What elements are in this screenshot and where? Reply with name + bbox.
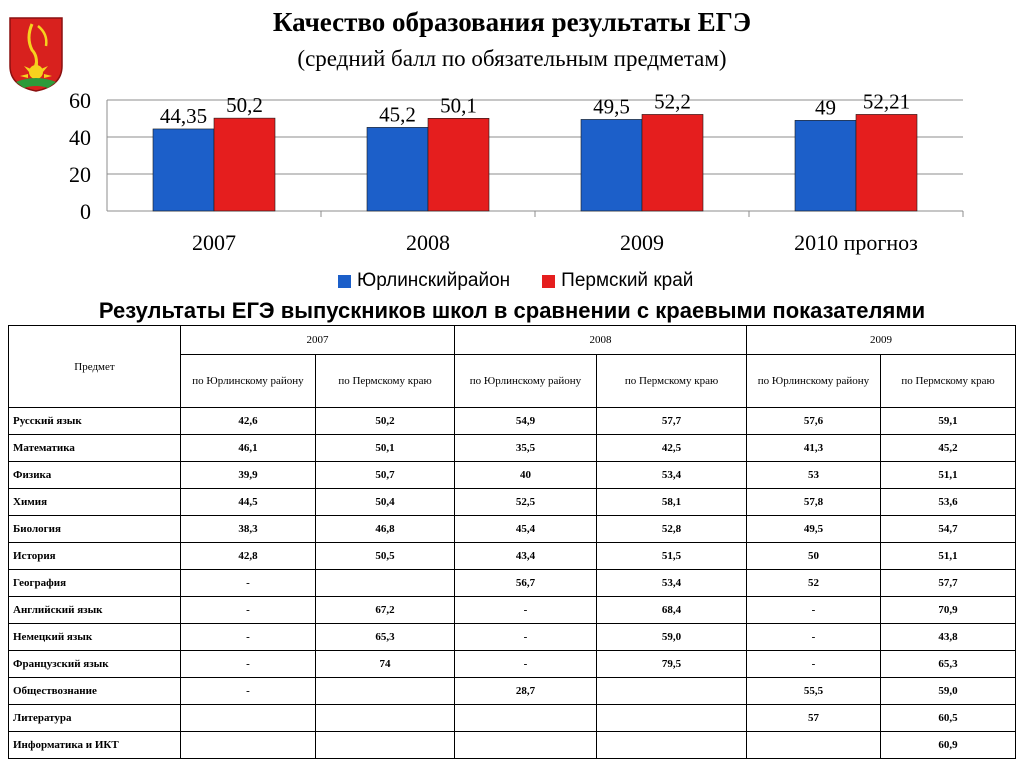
bar-perm — [428, 118, 489, 211]
y-tick-label: 20 — [69, 162, 91, 187]
bar-perm — [214, 118, 275, 211]
data-label: 50,2 — [226, 93, 263, 118]
data-label: 50,1 — [440, 93, 477, 118]
table-row — [9, 435, 1016, 462]
score-cell: 49,5 — [747, 516, 881, 543]
score-cell: 46,8 — [316, 516, 455, 543]
score-cell: 42,6 — [181, 408, 316, 435]
score-cell: - — [181, 678, 316, 705]
legend-label-yurla: Юрлинскийрайон — [357, 270, 511, 291]
score-cell — [747, 732, 881, 759]
subject-cell: Биология — [9, 516, 181, 543]
data-label: 49,5 — [593, 94, 630, 119]
subheader-region: по Пермскому краю — [316, 355, 455, 408]
table-row — [9, 543, 1016, 570]
bar-yurla — [795, 120, 856, 211]
x-category-label: 2007 — [192, 230, 236, 255]
score-cell: 46,1 — [181, 435, 316, 462]
legend-swatch-blue — [338, 275, 351, 288]
score-cell: 57 — [747, 705, 881, 732]
table-row — [9, 597, 1016, 624]
score-cell: 50 — [747, 543, 881, 570]
score-cell: 59,0 — [881, 678, 1016, 705]
y-tick-label: 40 — [69, 125, 91, 150]
bar-yurla — [581, 119, 642, 211]
legend-item-yurla — [338, 270, 510, 292]
score-cell — [181, 705, 316, 732]
table-row — [9, 678, 1016, 705]
data-label: 52,21 — [862, 89, 911, 114]
subheader-district: по Юрлинскому району — [455, 355, 597, 408]
score-cell — [316, 570, 455, 597]
score-cell: 68,4 — [597, 597, 747, 624]
score-cell: - — [747, 651, 881, 678]
data-label: 49 — [815, 95, 836, 120]
subject-cell: Химия — [9, 489, 181, 516]
score-cell: - — [455, 597, 597, 624]
score-cell: 50,4 — [316, 489, 455, 516]
legend-swatch-red — [542, 275, 555, 288]
score-cell — [181, 732, 316, 759]
subject-cell: Русский язык — [9, 408, 181, 435]
legend-label-perm: Пермский край — [561, 270, 694, 291]
score-cell: 50,5 — [316, 543, 455, 570]
table-row — [9, 651, 1016, 678]
score-cell: 57,8 — [747, 489, 881, 516]
score-cell: 58,1 — [597, 489, 747, 516]
score-cell: 79,5 — [597, 651, 747, 678]
x-axis-categories — [192, 230, 918, 255]
year-header-2008: 2008 — [455, 326, 747, 355]
table-row — [9, 408, 1016, 435]
subheader-district: по Юрлинскому району — [181, 355, 316, 408]
subheader-region: по Пермскому краю — [597, 355, 747, 408]
score-cell: 45,4 — [455, 516, 597, 543]
score-cell: 67,2 — [316, 597, 455, 624]
score-cell: - — [181, 624, 316, 651]
bar-chart — [0, 0, 1024, 300]
score-cell: 28,7 — [455, 678, 597, 705]
score-cell: 52,5 — [455, 489, 597, 516]
subject-cell: Физика — [9, 462, 181, 489]
table-row — [9, 624, 1016, 651]
score-cell: 50,2 — [316, 408, 455, 435]
subject-cell: Литература — [9, 705, 181, 732]
bar-yurla — [153, 129, 214, 211]
subject-cell: География — [9, 570, 181, 597]
score-cell: 56,7 — [455, 570, 597, 597]
page-subtitle: (средний балл по обязательным предметам) — [297, 46, 727, 71]
score-cell: 39,9 — [181, 462, 316, 489]
x-category-label: 2010 прогноз — [794, 230, 918, 255]
data-label: 45,2 — [379, 102, 416, 127]
score-cell — [316, 678, 455, 705]
score-cell: 52,8 — [597, 516, 747, 543]
x-category-label: 2008 — [406, 230, 450, 255]
score-cell: 59,1 — [881, 408, 1016, 435]
score-cell: 57,6 — [747, 408, 881, 435]
score-cell: 74 — [316, 651, 455, 678]
score-cell: 54,9 — [455, 408, 597, 435]
table-row — [9, 732, 1016, 759]
data-label: 52,2 — [654, 89, 691, 114]
score-cell: 50,1 — [316, 435, 455, 462]
score-cell: 43,4 — [455, 543, 597, 570]
score-cell — [597, 732, 747, 759]
score-cell — [316, 732, 455, 759]
score-cell: 40 — [455, 462, 597, 489]
score-cell: 42,8 — [181, 543, 316, 570]
subject-cell: Немецкий язык — [9, 624, 181, 651]
subject-cell: Информатика и ИКТ — [9, 732, 181, 759]
chart-bars — [153, 114, 917, 211]
score-cell: 35,5 — [455, 435, 597, 462]
subject-cell: История — [9, 543, 181, 570]
score-cell — [597, 678, 747, 705]
score-cell: 53,4 — [597, 570, 747, 597]
subheader-district: по Юрлинскому району — [747, 355, 881, 408]
score-cell: 65,3 — [881, 651, 1016, 678]
score-cell: 51,5 — [597, 543, 747, 570]
score-cell: 52 — [747, 570, 881, 597]
table-body — [9, 408, 1016, 759]
score-cell — [455, 732, 597, 759]
x-category-label: 2009 — [620, 230, 664, 255]
score-cell: 42,5 — [597, 435, 747, 462]
subheader-region: по Пермскому краю — [881, 355, 1016, 408]
score-cell: - — [747, 597, 881, 624]
table-row — [9, 705, 1016, 732]
score-cell — [316, 705, 455, 732]
table-row — [9, 462, 1016, 489]
chart-legend — [338, 270, 725, 292]
bar-yurla — [367, 127, 428, 211]
score-cell: 55,5 — [747, 678, 881, 705]
score-cell: 41,3 — [747, 435, 881, 462]
score-cell: 60,9 — [881, 732, 1016, 759]
score-cell: 43,8 — [881, 624, 1016, 651]
score-cell: 54,7 — [881, 516, 1016, 543]
score-cell: - — [181, 651, 316, 678]
data-label: 44,35 — [159, 103, 208, 128]
year-header-2007: 2007 — [181, 326, 455, 355]
bar-perm — [642, 114, 703, 211]
table-row — [9, 516, 1016, 543]
table-row — [9, 489, 1016, 516]
score-cell: 70,9 — [881, 597, 1016, 624]
subject-header: Предмет — [9, 326, 181, 408]
subject-cell: Математика — [9, 435, 181, 462]
score-cell: - — [747, 624, 881, 651]
page-title: Качество образования результаты ЕГЭ — [272, 7, 752, 37]
score-cell: 57,7 — [597, 408, 747, 435]
score-cell — [455, 705, 597, 732]
bar-perm — [856, 114, 917, 211]
results-table — [8, 325, 1016, 759]
y-tick-label: 60 — [69, 88, 91, 113]
score-cell: 51,1 — [881, 543, 1016, 570]
legend-item-perm — [542, 270, 693, 292]
score-cell: 44,5 — [181, 489, 316, 516]
y-tick-label: 0 — [80, 199, 91, 224]
score-cell: 53,6 — [881, 489, 1016, 516]
score-cell: 51,1 — [881, 462, 1016, 489]
score-cell: - — [455, 651, 597, 678]
score-cell: 60,5 — [881, 705, 1016, 732]
score-cell: 65,3 — [316, 624, 455, 651]
score-cell: 53,4 — [597, 462, 747, 489]
score-cell: - — [455, 624, 597, 651]
table-title: Результаты ЕГЭ выпускников школ в сравнении с краевыми показателями — [98, 298, 926, 323]
score-cell: 50,7 — [316, 462, 455, 489]
y-axis-ticks — [69, 88, 91, 224]
subject-cell: Обществознание — [9, 678, 181, 705]
score-cell: 53 — [747, 462, 881, 489]
subject-cell: Английский язык — [9, 597, 181, 624]
score-cell — [597, 705, 747, 732]
score-cell: 57,7 — [881, 570, 1016, 597]
score-cell: 45,2 — [881, 435, 1016, 462]
score-cell: - — [181, 597, 316, 624]
year-header-2009: 2009 — [747, 326, 1016, 355]
score-cell: 59,0 — [597, 624, 747, 651]
score-cell: - — [181, 570, 316, 597]
score-cell: 38,3 — [181, 516, 316, 543]
table-row — [9, 570, 1016, 597]
subject-cell: Французский язык — [9, 651, 181, 678]
